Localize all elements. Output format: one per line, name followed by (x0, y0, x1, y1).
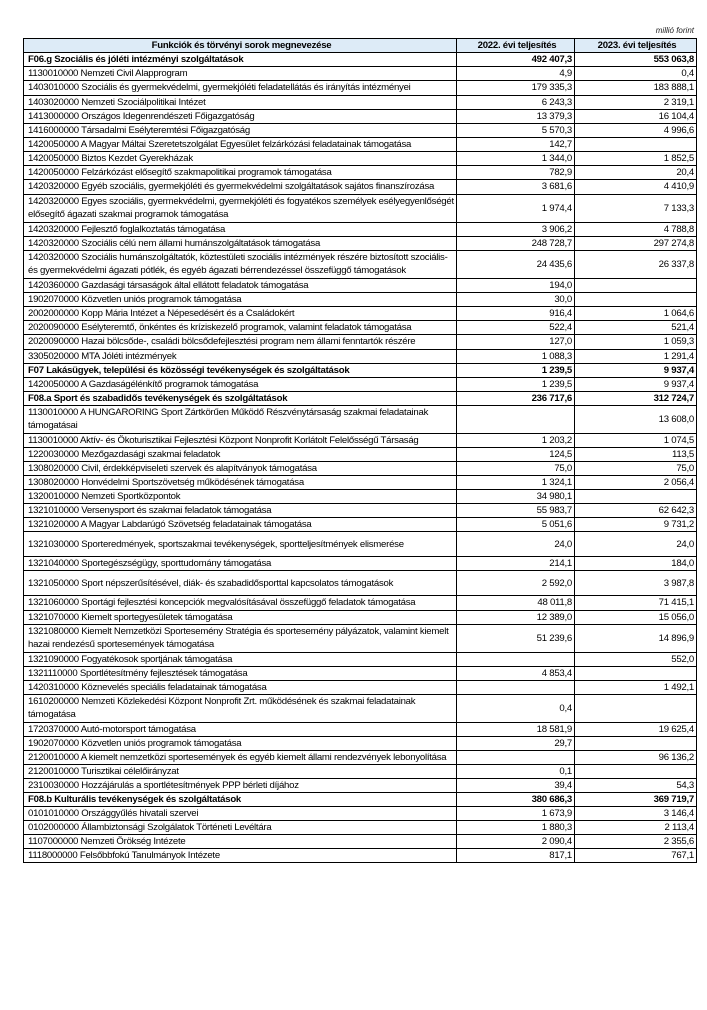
value-2023: 521,4 (575, 320, 697, 335)
value-2022: 142,7 (457, 137, 575, 152)
value-2023: 183 888,1 (575, 81, 697, 96)
value-2022: 55 983,7 (457, 504, 575, 518)
value-2022: 4,9 (457, 67, 575, 81)
value-2022: 1 324,1 (457, 476, 575, 490)
value-2022: 380 686,3 (457, 793, 575, 807)
row-label: 1420310000 Köznevelés speciális feladatainak támogatása (24, 680, 457, 694)
table-row (24, 123, 697, 137)
table-row (24, 518, 697, 532)
value-2023: 9 937,4 (575, 363, 697, 377)
row-label: 1308020000 Civil, érdekképviseleti szervek és alapítványok támogatása (24, 462, 457, 476)
row-label: 1321090000 Fogyatékosok sportjának támogatása (24, 652, 457, 666)
value-2022 (457, 680, 575, 694)
value-2023: 2 056,4 (575, 476, 697, 490)
row-label: 0101010000 Országgyűlés hivatali szervei (24, 807, 457, 821)
value-2023: 3 146,4 (575, 807, 697, 821)
table-row (24, 433, 697, 448)
table-row (24, 137, 697, 152)
value-2023: 14 896,9 (575, 624, 697, 652)
table-row-section-total (24, 363, 697, 377)
row-label: 2020090000 Hazai bölcsőde-, családi bölcsődefejlesztési program nem állami fenntartók részére (24, 335, 457, 350)
value-2023 (575, 137, 697, 152)
value-2022: 39,4 (457, 779, 575, 793)
table-row (24, 694, 697, 722)
row-label: 2120010000 Turisztikai célelőirányzat (24, 765, 457, 779)
value-2023 (575, 292, 697, 306)
row-label: 1321070000 Kiemelt sportegyesületek támogatása (24, 610, 457, 624)
table-row (24, 849, 697, 863)
value-2022: 30,0 (457, 292, 575, 306)
value-2023: 3 987,8 (575, 571, 697, 596)
value-2023: 2 355,6 (575, 835, 697, 849)
row-label: 1220030000 Mezőgazdasági szakmai feladatok (24, 448, 457, 462)
table-row (24, 722, 697, 736)
value-2022: 127,0 (457, 335, 575, 350)
value-2023 (575, 694, 697, 722)
value-2022: 6 243,3 (457, 95, 575, 109)
value-2023: 4 410,9 (575, 180, 697, 195)
value-2022: 236 717,6 (457, 391, 575, 405)
value-2023 (575, 666, 697, 680)
value-2022: 29,7 (457, 736, 575, 750)
table-row (24, 680, 697, 694)
table-row (24, 152, 697, 166)
value-2023 (575, 736, 697, 750)
value-2023: 9 937,4 (575, 377, 697, 391)
table-body (24, 53, 697, 863)
value-2022: 248 728,7 (457, 236, 575, 250)
value-2022 (457, 405, 575, 433)
row-label: 2002000000 Kopp Mária Intézet a Népesedésért és a Családokért (24, 306, 457, 320)
row-label: 1420320000 Szociális humánszolgáltatók, köztestületi szociális intézmények részére biztosított szociális- és gyermekvédelmi ágazati pótlék, és egyéb ágazati bérrendezéssel összefüggő támogatások (24, 250, 457, 278)
value-2022: 4 853,4 (457, 666, 575, 680)
table-row (24, 236, 697, 250)
value-2022: 214,1 (457, 557, 575, 571)
row-label: 0102000000 Állambiztonsági Szolgálatok Történeti Levéltára (24, 821, 457, 835)
row-label: 1420320000 Egyes szociális, gyermekvédelmi, gyermekjóléti és fogyatékos személyek esélyegyenlőségét elősegítő ágazati szakmai programok támogatása (24, 194, 457, 222)
value-2023: 0,4 (575, 67, 697, 81)
table-row (24, 180, 697, 195)
row-label: 1403020000 Nemzeti Szociálpolitikai Intézet (24, 95, 457, 109)
table-row (24, 320, 697, 335)
header-2023: 2023. évi teljesítés (575, 39, 697, 53)
value-2022: 1 344,0 (457, 152, 575, 166)
value-2023: 369 719,7 (575, 793, 697, 807)
value-2023: 4 788,8 (575, 222, 697, 236)
row-label: F08.a Sport és szabadidős tevékenységek és szolgáltatások (24, 391, 457, 405)
value-2023: 1 074,5 (575, 433, 697, 448)
table-row (24, 292, 697, 306)
value-2022: 1 088,3 (457, 349, 575, 363)
row-label: F06.g Szociális és jóléti intézményi szolgáltatások (24, 53, 457, 67)
value-2023: 1 852,5 (575, 152, 697, 166)
value-2022: 34 980,1 (457, 490, 575, 504)
value-2022: 2 090,4 (457, 835, 575, 849)
value-2022 (457, 750, 575, 765)
value-2023 (575, 278, 697, 292)
table-row-section-total (24, 793, 697, 807)
table-row (24, 476, 697, 490)
value-2023: 96 136,2 (575, 750, 697, 765)
table-row (24, 462, 697, 476)
row-label: 1420320000 Fejlesztő foglalkoztatás támogatása (24, 222, 457, 236)
row-label: 1321020000 A Magyar Labdarúgó Szövetség feladatainak támogatása (24, 518, 457, 532)
row-label: 2020090000 Esélyteremtő, önkéntes és kríziskezelő programok, valamint feladatok támogatása (24, 320, 457, 335)
value-2022: 3 906,2 (457, 222, 575, 236)
row-label: 2120010000 A kiemelt nemzetközi sportesemények és egyéb kiemelt állami rendezvények lebonyolítása (24, 750, 457, 765)
table-row (24, 278, 697, 292)
value-2022: 492 407,3 (457, 53, 575, 67)
value-2022: 522,4 (457, 320, 575, 335)
value-2022: 1 974,4 (457, 194, 575, 222)
value-2023: 1 059,3 (575, 335, 697, 350)
value-2023: 15 056,0 (575, 610, 697, 624)
value-2023: 20,4 (575, 166, 697, 180)
table-row (24, 532, 697, 557)
table-row (24, 377, 697, 391)
value-2023: 2 319,1 (575, 95, 697, 109)
row-label: 1420320000 Egyéb szociális, gyermekjóléti és gyermekvédelmi szolgáltatások sajátos finanszírozása (24, 180, 457, 195)
value-2022: 0,1 (457, 765, 575, 779)
row-label: 1321050000 Sport népszerűsítésével, diák- és szabadidősporttal kapcsolatos támogatások (24, 571, 457, 596)
header-function-name: Funkciók és törvényi sorok megnevezése (24, 39, 457, 53)
table-row (24, 335, 697, 350)
value-2023: 24,0 (575, 532, 697, 557)
value-2023: 13 608,0 (575, 405, 697, 433)
value-2022: 48 011,8 (457, 596, 575, 611)
value-2023: 312 724,7 (575, 391, 697, 405)
value-2023: 1 064,6 (575, 306, 697, 320)
row-label: 3305020000 MTA Jóléti intézmények (24, 349, 457, 363)
value-2022: 817,1 (457, 849, 575, 863)
value-2023 (575, 765, 697, 779)
row-label: 1107000000 Nemzeti Örökség Intézete (24, 835, 457, 849)
value-2022: 1 239,5 (457, 377, 575, 391)
table-row-section-total (24, 391, 697, 405)
value-2022: 179 335,3 (457, 81, 575, 96)
value-2023 (575, 490, 697, 504)
table-row (24, 557, 697, 571)
row-label: F08.b Kulturális tevékenységek és szolgáltatások (24, 793, 457, 807)
value-2023: 26 337,8 (575, 250, 697, 278)
row-label: 1321030000 Sporteredmények, sportszakmai tevékenységek, sportteljesítmények elismerése (24, 532, 457, 557)
value-2022: 5 570,3 (457, 123, 575, 137)
value-2022: 1 880,3 (457, 821, 575, 835)
row-label: 1420050000 A Magyar Máltai Szeretetszolgálat Egyesület felzárkózási feladatainak támogatása (24, 137, 457, 152)
row-label: 2310030000 Hozzájárulás a sportlétesítmények PPP bérleti díjához (24, 779, 457, 793)
value-2023: 113,5 (575, 448, 697, 462)
table-row (24, 194, 697, 222)
table-row (24, 250, 697, 278)
value-2023: 2 113,4 (575, 821, 697, 835)
value-2023: 9 731,2 (575, 518, 697, 532)
row-label: 1130010000 Nemzeti Civil Alapprogram (24, 67, 457, 81)
table-row (24, 652, 697, 666)
budget-table (23, 38, 697, 863)
value-2022: 1 239,5 (457, 363, 575, 377)
value-2023: 1 492,1 (575, 680, 697, 694)
row-label: 1130010000 A HUNGARORING Sport Zártkörűen Működő Részvénytársaság szakmai feladatainak támogatásai (24, 405, 457, 433)
row-label: 1321110000 Sportlétesítmény fejlesztések támogatása (24, 666, 457, 680)
table-row (24, 109, 697, 123)
value-2022: 916,4 (457, 306, 575, 320)
value-2022: 75,0 (457, 462, 575, 476)
value-2023: 553 063,8 (575, 53, 697, 67)
table-row (24, 67, 697, 81)
table-row (24, 779, 697, 793)
row-label: F07 Lakásügyek, települési és közösségi tevékenységek és szolgáltatások (24, 363, 457, 377)
table-row (24, 835, 697, 849)
value-2022: 2 592,0 (457, 571, 575, 596)
table-row (24, 750, 697, 765)
table-row (24, 571, 697, 596)
table-row (24, 490, 697, 504)
value-2022: 12 389,0 (457, 610, 575, 624)
value-2023: 19 625,4 (575, 722, 697, 736)
row-label: 1720370000 Autó-motorsport támogatása (24, 722, 457, 736)
table-row (24, 765, 697, 779)
value-2022: 24 435,6 (457, 250, 575, 278)
row-label: 1321010000 Versenysport és szakmai feladatok támogatása (24, 504, 457, 518)
table-header-row (24, 39, 697, 53)
table-row (24, 504, 697, 518)
value-2023: 1 291,4 (575, 349, 697, 363)
value-2023: 4 996,6 (575, 123, 697, 137)
value-2022: 782,9 (457, 166, 575, 180)
row-label: 1902070000 Közvetlen uniós programok támogatása (24, 292, 457, 306)
table-row (24, 448, 697, 462)
value-2023: 184,0 (575, 557, 697, 571)
table-row (24, 821, 697, 835)
row-label: 1416000000 Társadalmi Esélyteremtési Főigazgatóság (24, 123, 457, 137)
table-row (24, 95, 697, 109)
table-row (24, 222, 697, 236)
row-label: 1610200000 Nemzeti Közlekedési Központ Nonprofit Zrt. működésének és szakmai feladatainak támogatása (24, 694, 457, 722)
value-2023: 552,0 (575, 652, 697, 666)
value-2022: 18 581,9 (457, 722, 575, 736)
row-label: 1320010000 Nemzeti Sportközpontok (24, 490, 457, 504)
table-row (24, 624, 697, 652)
table-row (24, 807, 697, 821)
table-row (24, 736, 697, 750)
row-label: 1321080000 Kiemelt Nemzetközi Sportesemény Stratégia és sportesemény pályázatok, valamint kiemelt hazai rendezésű sportesemények támogatása (24, 624, 457, 652)
table-row (24, 666, 697, 680)
row-label: 1403010000 Szociális és gyermekvédelmi, gyermekjóléti feladatellátás és irányítás intézményei (24, 81, 457, 96)
unit-note: millió forint (655, 26, 694, 35)
value-2023: 75,0 (575, 462, 697, 476)
row-label: 1420050000 Biztos Kezdet Gyerekházak (24, 152, 457, 166)
value-2023: 767,1 (575, 849, 697, 863)
table-row-section-total (24, 53, 697, 67)
table-row (24, 596, 697, 611)
value-2023: 54,3 (575, 779, 697, 793)
value-2023: 16 104,4 (575, 109, 697, 123)
value-2023: 71 415,1 (575, 596, 697, 611)
table-row (24, 349, 697, 363)
row-label: 1130010000 Aktív- és Ökoturisztikai Fejlesztési Központ Nonprofit Korlátolt Felelősségű Társaság (24, 433, 457, 448)
table-row (24, 405, 697, 433)
header-2022: 2022. évi teljesítés (457, 39, 575, 53)
row-label: 1413000000 Országos Idegenrendészeti Főigazgatóság (24, 109, 457, 123)
table-row (24, 306, 697, 320)
value-2023: 7 133,3 (575, 194, 697, 222)
value-2022: 13 379,3 (457, 109, 575, 123)
value-2022: 51 239,6 (457, 624, 575, 652)
row-label: 1420050000 A Gazdaságélénkítő programok támogatása (24, 377, 457, 391)
table-row (24, 610, 697, 624)
row-label: 1420050000 Felzárkózást elősegítő szakmapolitikai programok támogatása (24, 166, 457, 180)
row-label: 1118000000 Felsőbbfokú Tanulmányok Intézete (24, 849, 457, 863)
row-label: 1308020000 Honvédelmi Sportszövetség működésének támogatása (24, 476, 457, 490)
table-row (24, 81, 697, 96)
value-2022 (457, 652, 575, 666)
row-label: 1420320000 Szociális célú nem állami humánszolgáltatások támogatása (24, 236, 457, 250)
table-row (24, 166, 697, 180)
value-2023: 297 274,8 (575, 236, 697, 250)
row-label: 1902070000 Közvetlen uniós programok támogatása (24, 736, 457, 750)
row-label: 1321060000 Sportági fejlesztési koncepciók megvalósításával összefüggő feladatok támogatása (24, 596, 457, 611)
value-2022: 0,4 (457, 694, 575, 722)
value-2022: 5 051,6 (457, 518, 575, 532)
value-2022: 1 673,9 (457, 807, 575, 821)
row-label: 1321040000 Sportegészségügy, sporttudomány támogatása (24, 557, 457, 571)
value-2022: 1 203,2 (457, 433, 575, 448)
row-label: 1420360000 Gazdasági társaságok által ellátott feladatok támogatása (24, 278, 457, 292)
value-2023: 62 642,3 (575, 504, 697, 518)
value-2022: 3 681,6 (457, 180, 575, 195)
value-2022: 194,0 (457, 278, 575, 292)
value-2022: 124,5 (457, 448, 575, 462)
value-2022: 24,0 (457, 532, 575, 557)
